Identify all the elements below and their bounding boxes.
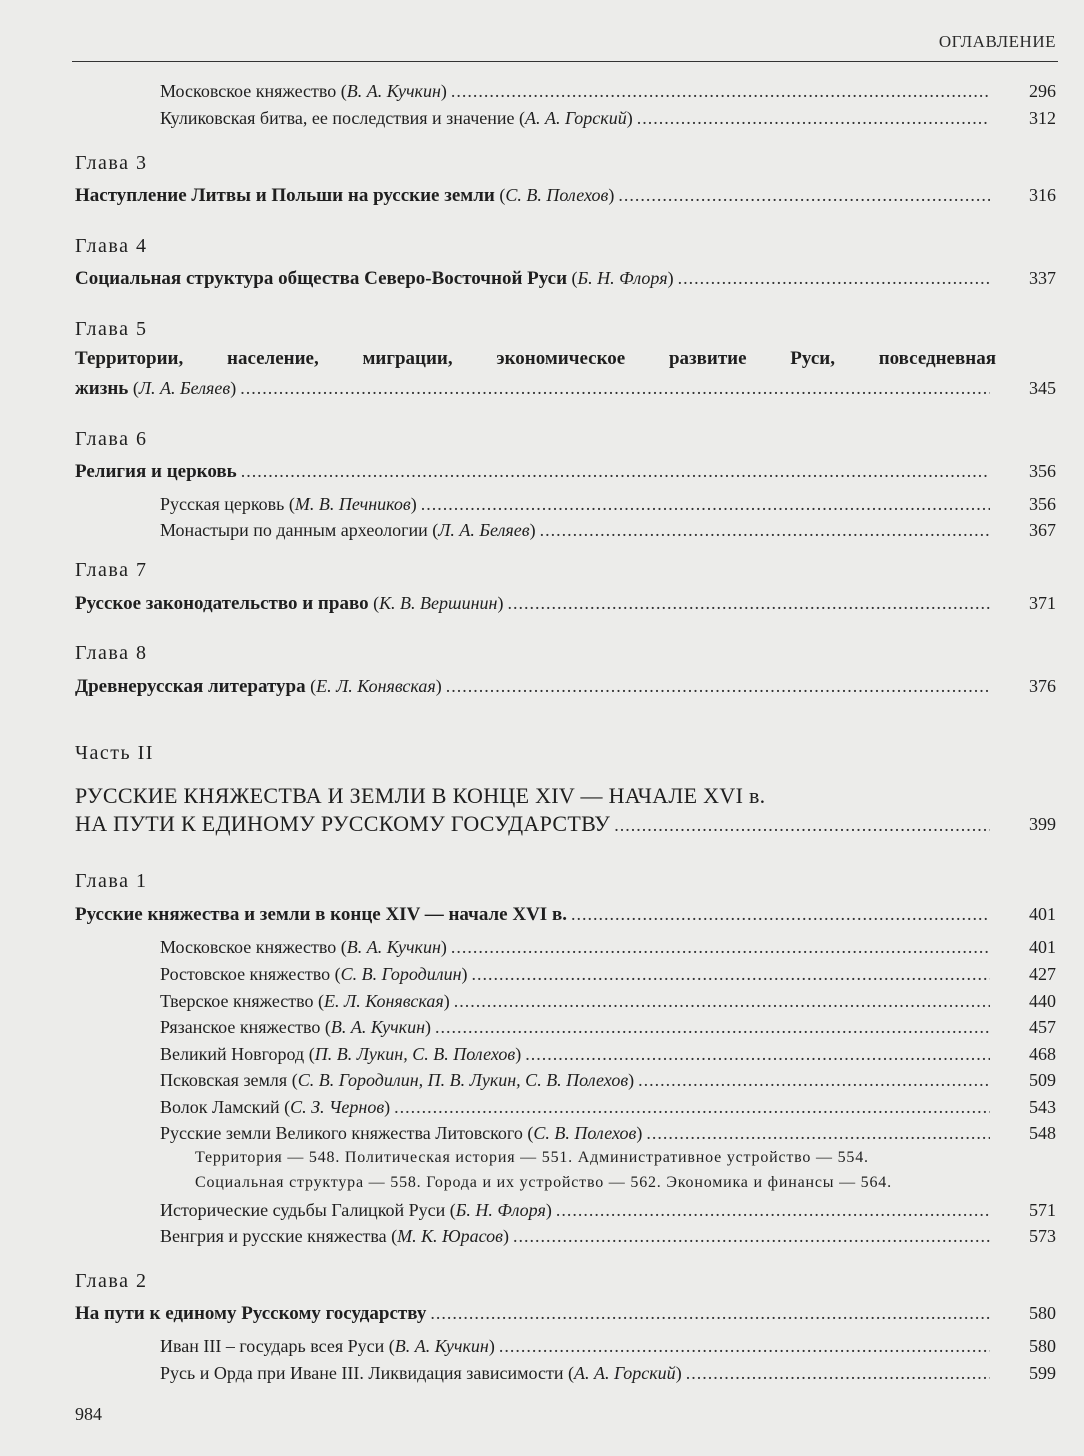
chapter-label: Глава 8 [75,642,148,664]
header-rule [72,61,1058,62]
chapter-label: Глава 1 [75,870,148,892]
subsection-detail-line: Социальная структура — 558. Города и их устройство — 562. Экономика и финансы — 564. [195,1174,892,1191]
part-label: Часть II [75,742,154,764]
chapter-entry[interactable]: Социальная структура общества Северо-Восточной Руси (Б. Н. Флоря) ..... 337 [0,265,1084,291]
toc-entry[interactable]: Исторические судьбы Галицкой Руси (Б. Н. Флоря) ..... 571 [0,1197,1084,1223]
running-header: ОГЛАВЛЕНИЕ [938,32,1056,51]
page-number: 296 [1029,81,1056,101]
chapter-entry[interactable]: Религия и церковь ..... 356 [0,458,1084,484]
chapter-entry[interactable]: На пути к единому Русскому государству ..... 580 [0,1300,1084,1326]
toc-entry[interactable]: Монастыри по данным археологии (Л. А. Беляев) ..... 367 [0,517,1084,543]
toc-entry[interactable]: Великий Новгород (П. В. Лукин, С. В. Полехов) ..... 468 [0,1041,1084,1067]
toc-entry[interactable]: Русь и Орда при Иване III. Ликвидация зависимости (А. А. Горский) ..... 599 [0,1360,1084,1386]
part-title-line[interactable]: РУССКИЕ КНЯЖЕСТВА И ЗЕМЛИ В КОНЦЕ XIV — НАЧАЛЕ XVI в. [75,783,766,808]
chapter-entry[interactable]: Русское законодательство и право (К. В. Вершинин) ..... 371 [0,590,1084,616]
folio-page-number: 984 [75,1404,102,1424]
toc-entry[interactable]: Ростовское княжество (С. В. Городилин) ..... 427 [0,961,1084,987]
chapter-label: Глава 3 [75,152,148,174]
page-number: 312 [1029,108,1056,128]
chapter-label: Глава 2 [75,1270,148,1292]
chapter-title-line[interactable]: Территории, население, миграции, экономическое развитие Руси, повседневная [75,348,996,369]
toc-entry[interactable]: Русская церковь (М. В. Печников) ..... 356 [0,491,1084,517]
chapter-label: Глава 4 [75,235,148,257]
toc-entry[interactable]: Русские земли Великого княжества Литовского (С. В. Полехов) ..... 548 [0,1120,1084,1146]
subsection-detail-line: Территория — 548. Политическая история — 551. Административное устройство — 554. [195,1149,869,1166]
toc-entry[interactable]: Венгрия и русские княжества (М. К. Юрасов) ..... 573 [0,1223,1084,1249]
toc-entry[interactable]: Московское княжество (В. А. Кучкин) ..... 401 [0,934,1084,960]
toc-entry[interactable]: Московское княжество (В. А. Кучкин) ..... 296 [0,78,1084,104]
toc-entry[interactable]: Псковская земля (С. В. Городилин, П. В. Лукин, С. В. Полехов) ..... 509 [0,1067,1084,1093]
chapter-label: Глава 5 [75,318,148,340]
chapter-entry[interactable]: жизнь (Л. А. Беляев) ..... 345 [0,375,1084,401]
toc-entry[interactable]: Волок Ламский (С. З. Чернов) ..... 543 [0,1094,1084,1120]
chapter-label: Глава 7 [75,559,148,581]
toc-entry[interactable]: Иван III – государь всея Руси (В. А. Кучкин) ..... 580 [0,1333,1084,1359]
toc-entry[interactable]: Тверское княжество (Е. Л. Конявская) ..... 440 [0,988,1084,1014]
toc-entry[interactable]: Рязанское княжество (В. А. Кучкин) ..... 457 [0,1014,1084,1040]
toc-entry[interactable]: Куликовская битва, ее последствия и значение (А. А. Горский) ..... 312 [0,105,1084,131]
chapter-entry[interactable]: Русские княжества и земли в конце XIV — начале XVI в. ..... 401 [0,901,1084,927]
part-entry[interactable]: НА ПУТИ К ЕДИНОМУ РУССКОМУ ГОСУДАРСТВУ ..... 399 [0,810,1084,838]
chapter-entry[interactable]: Наступление Литвы и Польши на русские земли (С. В. Полехов) ..... 316 [0,182,1084,208]
chapter-label: Глава 6 [75,428,148,450]
chapter-entry[interactable]: Древнерусская литература (Е. Л. Конявская) ..... 376 [0,673,1084,699]
